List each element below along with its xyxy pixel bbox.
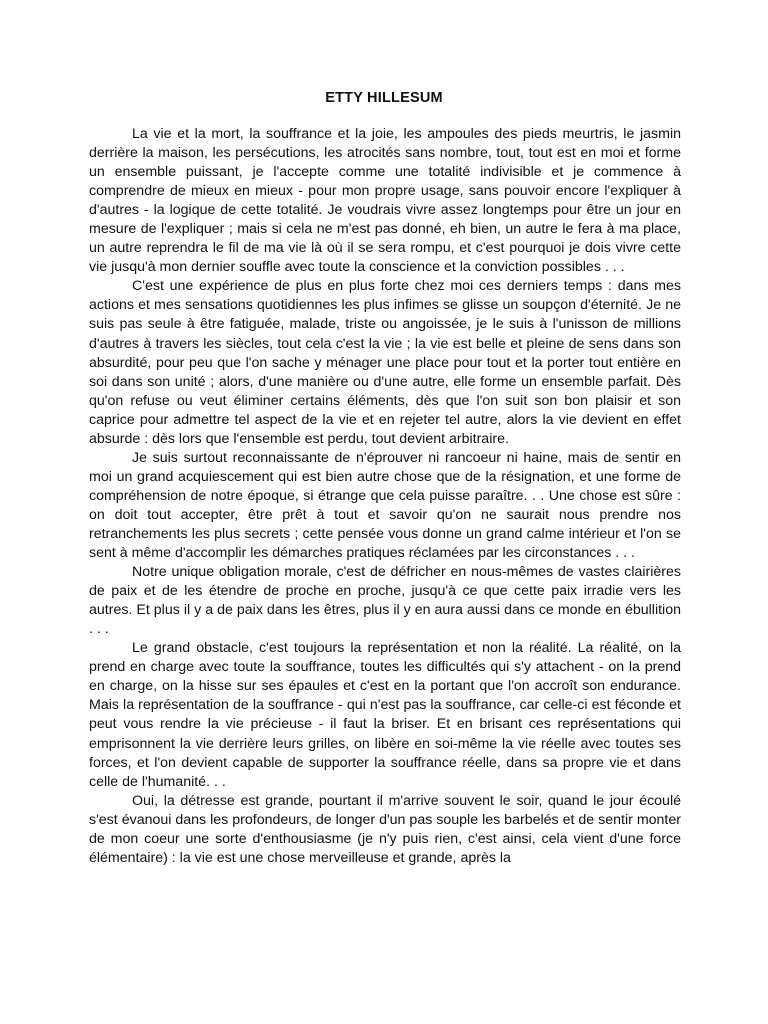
paragraph: Notre unique obligation morale, c'est de défricher en nous-mêmes de vastes clairières de paix et de les étendre de proche en proche, jusqu'à ce que cette paix irradie vers les autres. Et plus il y a de paix dans les êtres, plus il y en aura aussi dans ce monde en ébullition . . .	[89, 564, 681, 638]
document-body	[89, 125, 681, 868]
paragraph: Oui, la détresse est grande, pourtant il m'arrive souvent le soir, quand le jour écoulé s'est évanoui dans les profondeurs, de longer d'un pas souple les barbelés et de sentir monter de mon coeur une sorte d'enthousiasme (je n'y puis rien, c'est ainsi, cela vient d'une force élémentaire) : la vie est une chose merveilleuse et grande, après la	[89, 792, 681, 866]
paragraph: Je suis surtout reconnaissante de n'éprouver ni rancoeur ni haine, mais de sentir en moi un grand acquiescement qui est bien autre chose que de la résignation, et une forme de compréhension de notre époque, si étrange que cela puisse paraître. . . Une chose est sûre : on doit tout accepter, être prêt à tout et savoir qu'on ne saurait nous prendre nos retranchements les plus secrets ; cette pensée vous donne un grand calme intérieur et l'on se sent à même d'accomplir les démarches pratiques réclamées par les circonstances . . .	[89, 449, 681, 562]
paragraph: La vie et la mort, la souffrance et la joie, les ampoules des pieds meurtris, le jasmin derrière la maison, les persécutions, les atrocités sans nombre, tout, tout est en moi et forme un ensemble puissant, je l'accepte comme une totalité indivisible et je commence à comprendre de mieux en mieux - pour mon propre usage, sans pouvoir encore l'expliquer à d'autres - la logique de cette totalité. Je voudrais vivre assez longtemps pour être un jour en mesure de l'expliquer ; mais si cela ne m'est pas donné, eh bien, un autre le fera à ma place, un autre reprendra le fil de ma vie là où il se sera rompu, et c'est pourquoi je dois vivre cette vie jusqu'à mon dernier souffle avec toute la conscience et la conviction possibles . . .	[89, 126, 681, 276]
paragraph: Le grand obstacle, c'est toujours la représentation et non la réalité. La réalité, on la prend en charge avec toute la souffrance, toutes les difficultés qui s'y attachent - on la prend en charge, on la hisse sur ses épaules et c'est en la portant que l'on accroît son endurance. Mais la représentation de la souffrance - qui n'est pas la souffrance, car celle-ci est féconde et peut vous rendre la vie précieuse - il faut la briser. Et en brisant ces représentations qui emprisonnent la vie derrière leurs grilles, on libère en soi-même la vie réelle avec toutes ses forces, et l'on devient capable de supporter la souffrance réelle, dans sa propre vie et dans celle de l'humanité. . .	[89, 640, 681, 790]
paragraph: C'est une expérience de plus en plus forte chez moi ces derniers temps : dans mes actions et mes sensations quotidiennes les plus infimes se glisse un soupçon d'éternité. Je ne suis pas seule à être fatiguée, malade, triste ou angoissée, je le suis à l'unisson de millions d'autres à travers les siècles, tout cela c'est la vie ; la vie est belle et pleine de sens dans son absurdité, pour peu que l'on sache y ménager une place pour tout et la porter tout entière en soi dans son unité ; alors, d'une manière ou d'une autre, elle forme un ensemble parfait. Dès qu'on refuse ou veut éliminer certains éléments, dès que l'on suit son bon plaisir et son caprice pour admettre tel aspect de la vie et en rejeter tel autre, alors la vie devient en effet absurde : dès lors que l'ensemble est perdu, tout devient arbitraire.	[89, 278, 681, 447]
page-title: ETTY HILLESUM	[325, 90, 443, 106]
